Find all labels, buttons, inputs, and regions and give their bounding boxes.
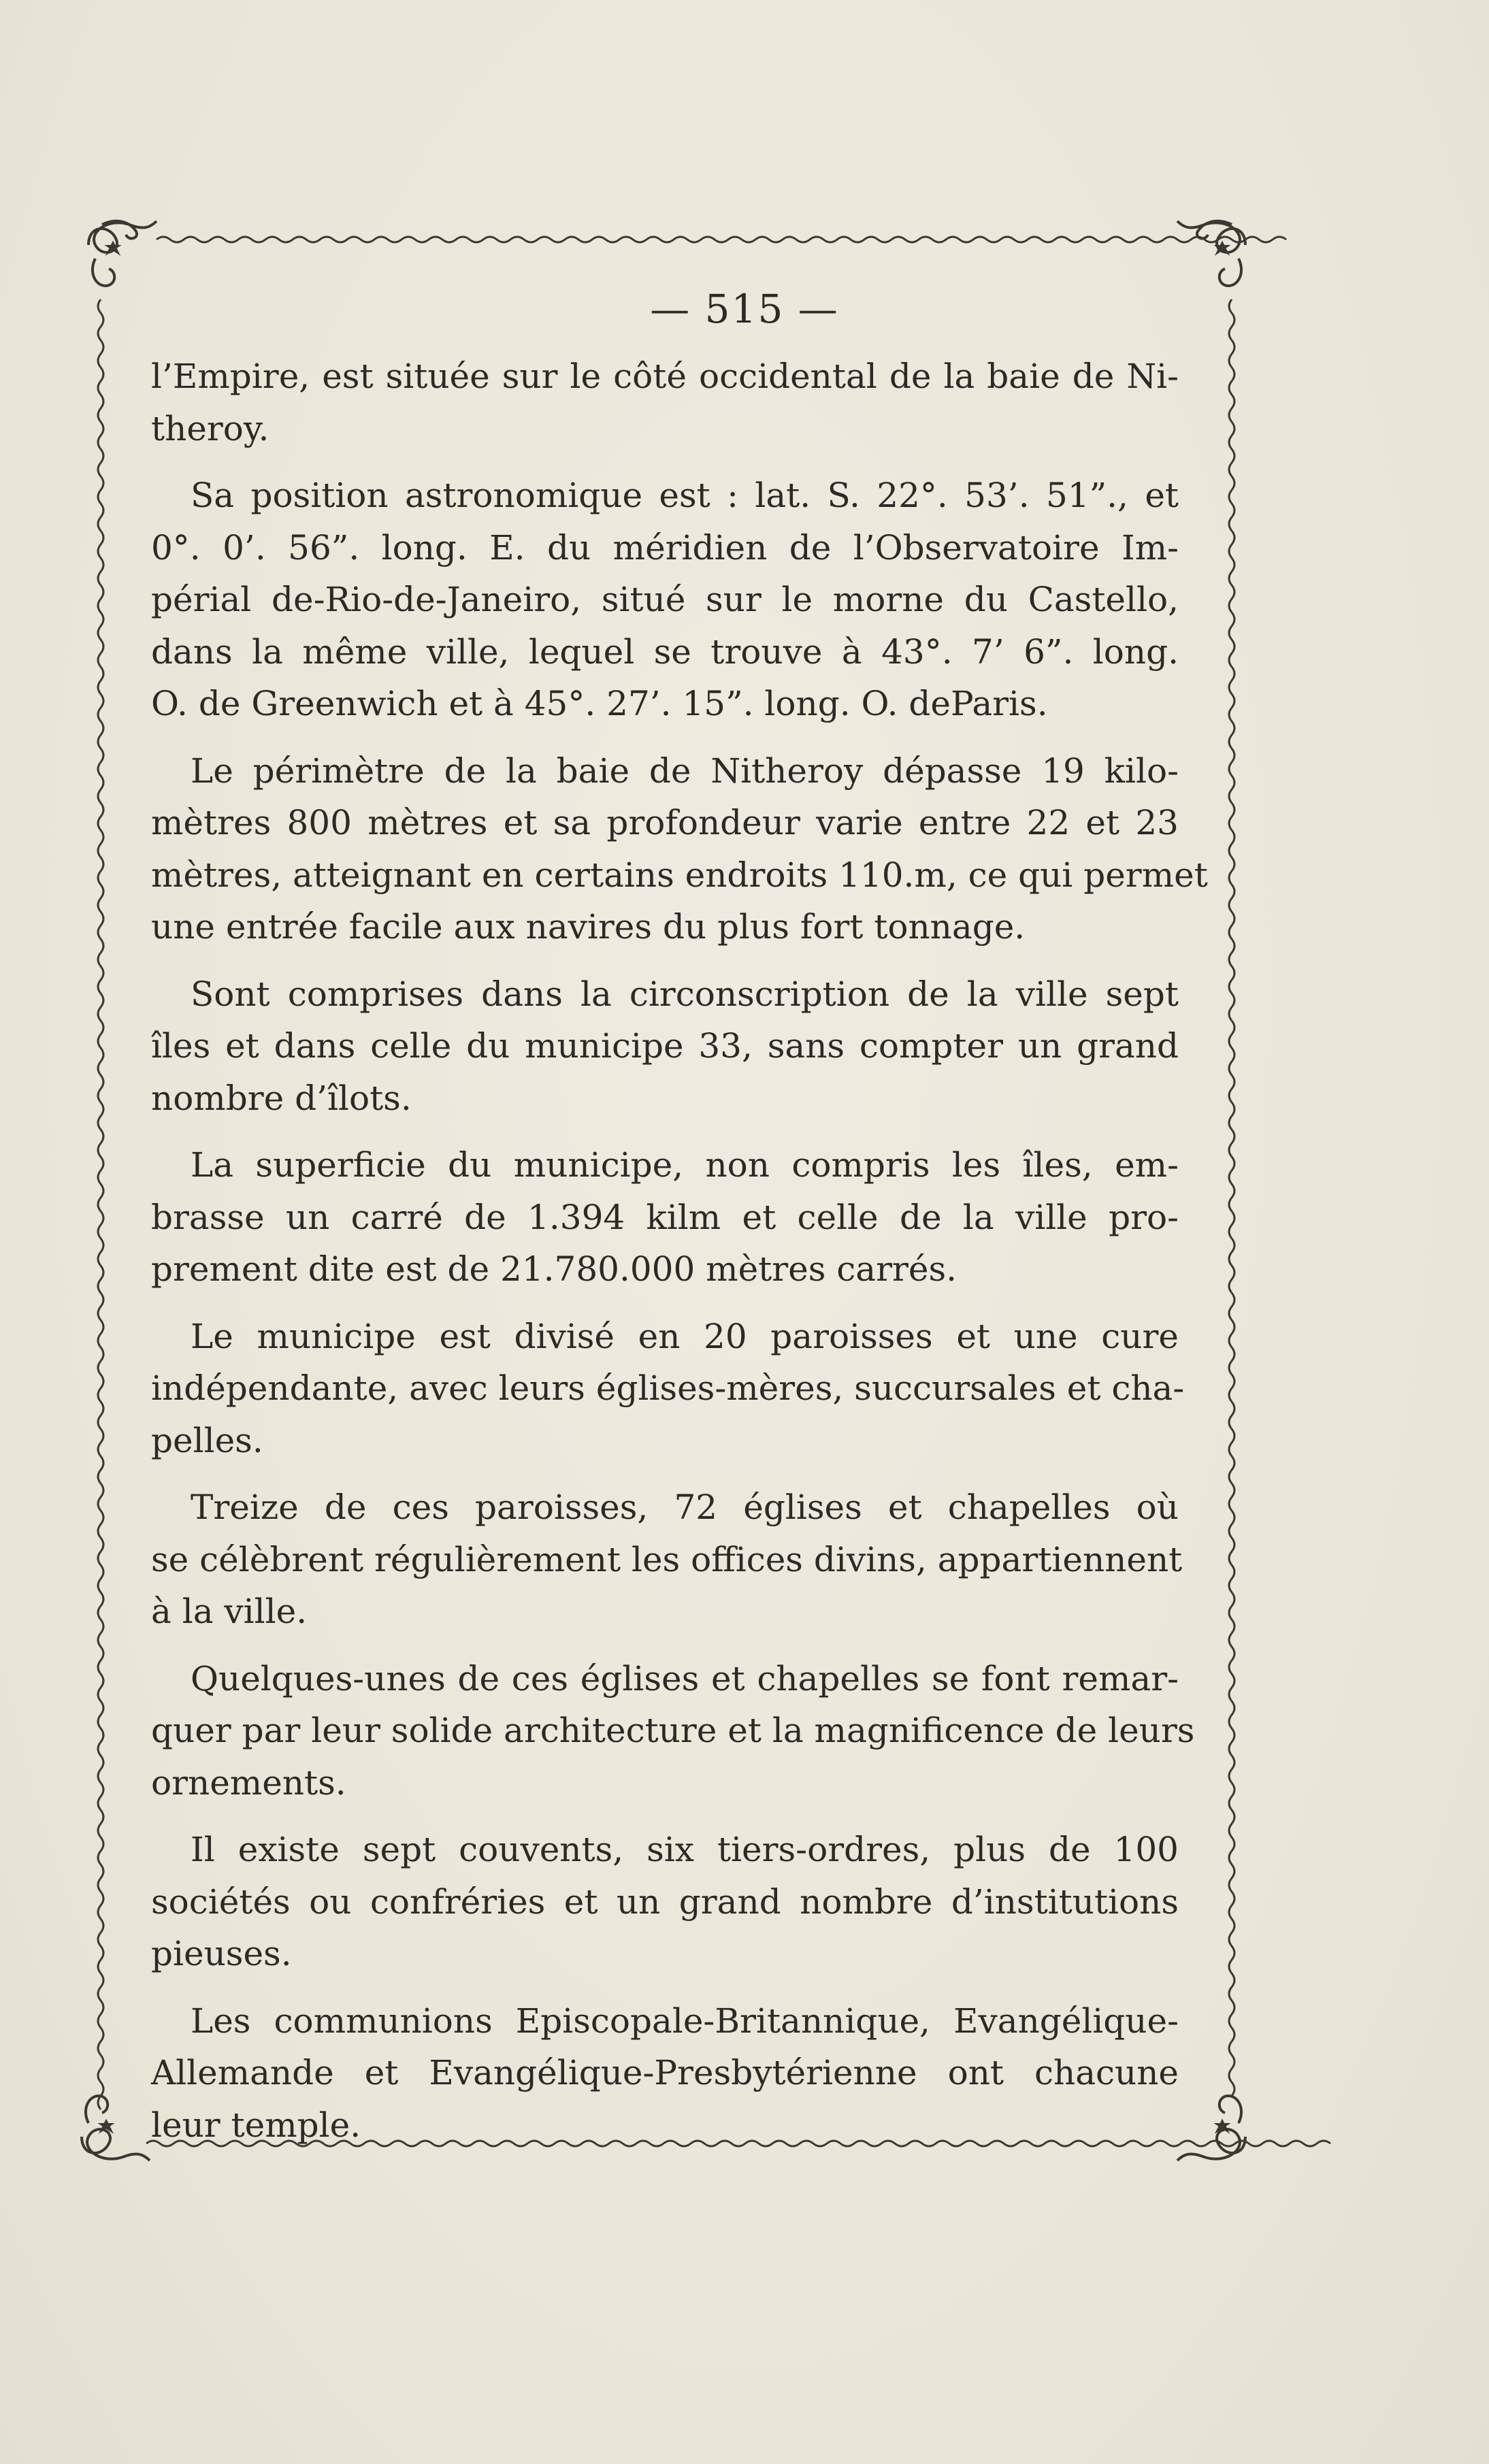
text-line: Sont comprises dans la circonscription de la ville sept bbox=[191, 974, 1179, 1014]
right-border-line bbox=[1229, 299, 1234, 2096]
corner-ornament-top-left bbox=[88, 221, 157, 286]
text-line: périal de-Rio-de-Janeiro, situé sur le morne du Castello, bbox=[151, 580, 1179, 619]
text-line: ornements. bbox=[151, 1762, 346, 1803]
text-line: indépendante, avec leurs églises-mères, succursales et cha- bbox=[151, 1368, 1185, 1408]
corner-ornament-bottom-left bbox=[82, 2096, 150, 2161]
text-line: dans la même ville, lequel se trouve à 43°. 7’ 6”. long. bbox=[151, 631, 1179, 672]
text-line: Le périmètre de la baie de Nitheroy dépasse 19 kilo- bbox=[191, 751, 1179, 791]
text-line: La superficie du municipe, non compris les îles, em- bbox=[191, 1145, 1179, 1185]
page-number: — 515 — bbox=[650, 286, 839, 332]
text-line: pelles. bbox=[151, 1420, 263, 1460]
text-line: se célèbrent régulièrement les offices divins, appartiennent bbox=[151, 1539, 1183, 1579]
corner-ornament-top-right bbox=[1177, 221, 1245, 286]
text-line: mètres, atteignant en certains endroits 110.m, ce qui permet bbox=[151, 855, 1208, 895]
paragraph bbox=[151, 1311, 1185, 1467]
text-line: îles et dans celle du municipe 33, sans compter un grand bbox=[151, 1026, 1179, 1066]
paragraph bbox=[151, 1653, 1195, 1809]
left-border-line bbox=[98, 299, 103, 2109]
text-line: pieuses. bbox=[151, 1934, 292, 1973]
text-line: Sa position astronomique est : lat. S. 22°. 53’. 51”., et bbox=[191, 476, 1179, 515]
text-line: Il existe sept couvents, six tiers-ordres, plus de 100 bbox=[191, 1830, 1179, 1869]
text-line: Treize de ces paroisses, 72 églises et chapelles où bbox=[191, 1488, 1179, 1527]
text-line: 0°. 0’. 56”. long. E. du méridien de l’Observatoire Im- bbox=[151, 527, 1179, 568]
paragraph bbox=[151, 1824, 1179, 1980]
paragraph bbox=[151, 470, 1179, 730]
text-line: Quelques-unes de ces églises et chapelles se font remar- bbox=[191, 1658, 1179, 1698]
top-border-line bbox=[157, 237, 1286, 242]
paragraph bbox=[151, 745, 1208, 953]
paragraph bbox=[151, 1995, 1179, 2152]
text-line: l’Empire, est située sur le côté occidental de la baie de Ni- bbox=[151, 357, 1179, 396]
paragraph bbox=[151, 968, 1179, 1125]
paragraph bbox=[151, 1139, 1179, 1296]
text-line: brasse un carré de 1.394 kilm et celle de la ville pro- bbox=[151, 1197, 1179, 1237]
corner-ornament-bottom-right bbox=[1177, 2096, 1245, 2161]
body-text bbox=[151, 350, 1208, 2166]
text-line: mètres 800 mètres et sa profondeur varie entre 22 et 23 bbox=[151, 803, 1179, 842]
paragraph bbox=[151, 350, 1179, 455]
text-line: Allemande et Evangélique-Presbytérienne ont chacune bbox=[151, 2053, 1179, 2092]
text-line: sociétés ou confréries et un grand nombre d’institutions bbox=[151, 1882, 1179, 1922]
text-line: une entrée facile aux navires du plus fort tonnage. bbox=[151, 907, 1026, 947]
text-line: Le municipe est divisé en 20 paroisses et une cure bbox=[191, 1316, 1179, 1356]
text-line: prement dite est de 21.780.000 mètres carrés. bbox=[151, 1249, 958, 1289]
paragraph bbox=[151, 1481, 1183, 1638]
text-line: nombre d’îlots. bbox=[151, 1078, 412, 1118]
text-line: leur temple. bbox=[151, 2105, 361, 2145]
text-line: Les communions Episcopale-Britannique, Evangélique- bbox=[191, 2001, 1179, 2041]
text-line: quer par leur solide architecture et la magnificence de leurs bbox=[151, 1711, 1195, 1750]
text-line: à la ville. bbox=[151, 1592, 308, 1631]
text-line: O. de Greenwich et à 45°. 27’. 15”. long. O. deParis. bbox=[151, 684, 1048, 723]
text-line: theroy. bbox=[151, 408, 269, 448]
